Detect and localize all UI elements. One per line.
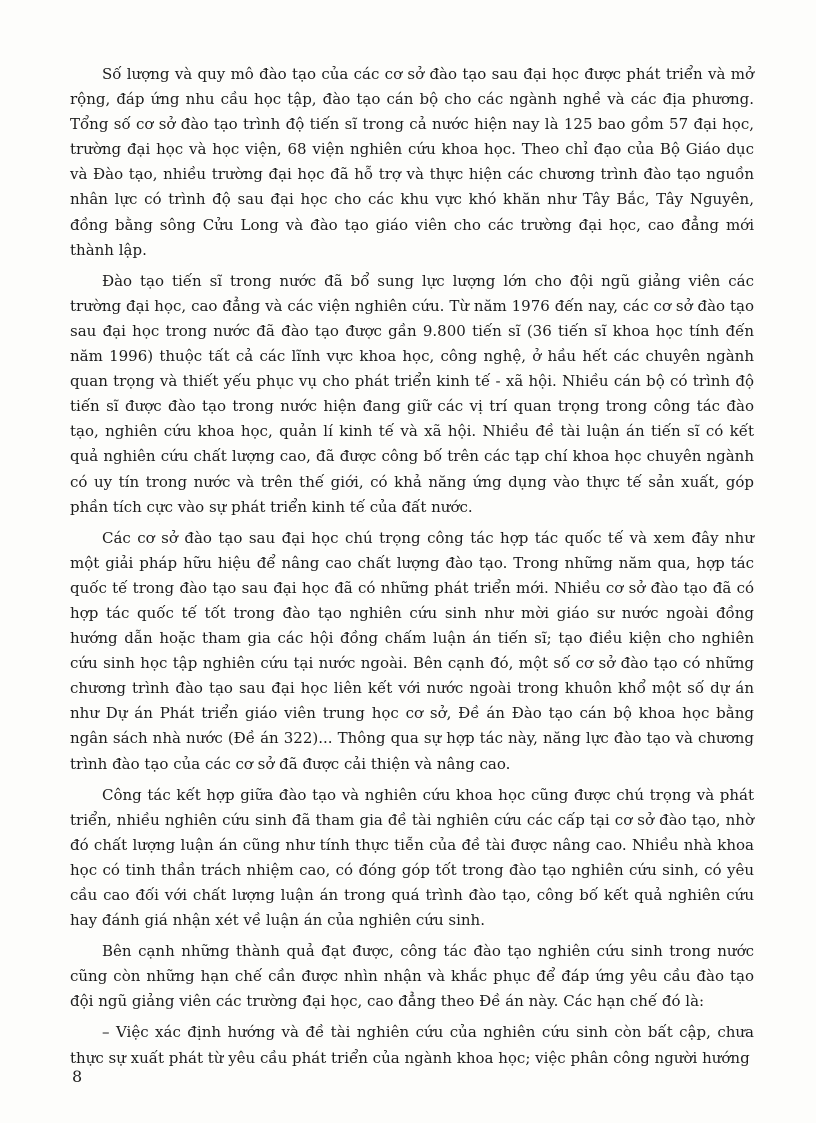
paragraph-scale-of-training: Số lượng và quy mô đào tạo của các cơ sở đào tạo sau đại học được phát triển và mở rộng, đáp ứng nhu cầu học tập, đào tạo cán bộ cho các ngành nghề và các địa phương. Tổng số cơ sở đào tạo trình độ tiến sĩ trong cả nước hiện nay là 125 bao gồm 57 đại học, trường đại học và học viện, 68 viện nghiên cứu khoa học. Theo chỉ đạo của Bộ Giáo dục và Đào tạo, nhiều trường đại học đã hỗ trợ và thực hiện các chương trình đào tạo nguồn nhân lực có trình độ sau đại học cho các khu vực khó khăn như Tây Bắc, Tây Nguyên, đồng bằng sông Cửu Long và đào tạo giáo viên cho các trường đại học, cao đẳng mới thành lập. <box>70 65 754 259</box>
paragraph-international-cooperation: Các cơ sở đào tạo sau đại học chú trọng công tác hợp tác quốc tế và xem đây như một giải pháp hữu hiệu để nâng cao chất lượng đào tạo. Trong những năm qua, hợp tác quốc tế trong đào tạo sau đại học đã có những phát triển mới. Nhiều cơ sở đào tạo đã có hợp tác quốc tế tốt trong đào tạo nghiên cứu sinh như mời giáo sư nước ngoài đồng hướng dẫn hoặc tham gia các hội đồng chấm luận án tiến sĩ; tạo điều kiện cho nghiên cứu sinh học tập nghiên cứu tại nước ngoài. Bên cạnh đó, một số cơ sở đào tạo có những chương trình đào tạo sau đại học liên kết với nước ngoài trong khuôn khổ một số dự án như Dự án Phát triển giáo viên trung học cơ sở, Đề án Đào tạo cán bộ khoa học bằng ngân sách nhà nước (Đề án 322)... Thông qua sự hợp tác này, năng lực đào tạo và chương trình đào tạo của các cơ sở đã được cải thiện và nâng cao. <box>70 528 754 773</box>
body-text <box>70 62 754 1071</box>
paragraph-limitations-intro: Bên cạnh những thành quả đạt được, công tác đào tạo nghiên cứu sinh trong nước cũng còn những hạn chế cần được nhìn nhận và khắc phục để đáp ứng yêu cầu đào tạo đội ngũ giảng viên các trường đại học, cao đẳng theo Đề án này. Các hạn chế đó là: <box>70 942 754 1011</box>
page-number: 8 <box>72 1067 83 1086</box>
paragraph-limitation-item: – Việc xác định hướng và đề tài nghiên cứu của nghiên cứu sinh còn bất cập, chưa thực sự xuất phát từ yêu cầu phát triển của ngành khoa học; việc phân công người hướng <box>70 1023 754 1067</box>
paragraph-domestic-phd-training: Đào tạo tiến sĩ trong nước đã bổ sung lực lượng lớn cho đội ngũ giảng viên các trường đại học, cao đẳng và các viện nghiên cứu. Từ năm 1976 đến nay, các cơ sở đào tạo sau đại học trong nước đã đào tạo được gần 9.800 tiến sĩ (36 tiến sĩ khoa học tính đến năm 1996) thuộc tất cả các lĩnh vực khoa học, công nghệ, ở hầu hết các chuyên ngành quan trọng và thiết yếu phục vụ cho phát triển kinh tế - xã hội. Nhiều cán bộ có trình độ tiến sĩ được đào tạo trong nước hiện đang giữ các vị trí quan trọng trong công tác đào tạo, nghiên cứu khoa học, quản lí kinh tế và xã hội. Nhiều đề tài luận án tiến sĩ có kết quả nghiên cứu chất lượng cao, đã được công bố trên các tạp chí khoa học chuyên ngành có uy tín trong nước và trên thế giới, có khả năng ứng dụng vào thực tế sản xuất, góp phần tích cực vào sự phát triển kinh tế của đất nước. <box>70 271 754 516</box>
paragraph-training-research-combination: Công tác kết hợp giữa đào tạo và nghiên cứu khoa học cũng được chú trọng và phát triển, nhiều nghiên cứu sinh đã tham gia đề tài nghiên cứu các cấp tại cơ sở đào tạo, nhờ đó chất lượng luận án cũng như tính thực tiễn của đề tài được nâng cao. Nhiều nhà khoa học có tinh thần trách nhiệm cao, có đóng góp tốt trong đào tạo nghiên cứu sinh, có yêu cầu cao đối với chất lượng luận án trong quá trình đào tạo, công bố kết quả nghiên cứu hay đánh giá nhận xét về luận án của nghiên cứu sinh. <box>70 785 754 930</box>
